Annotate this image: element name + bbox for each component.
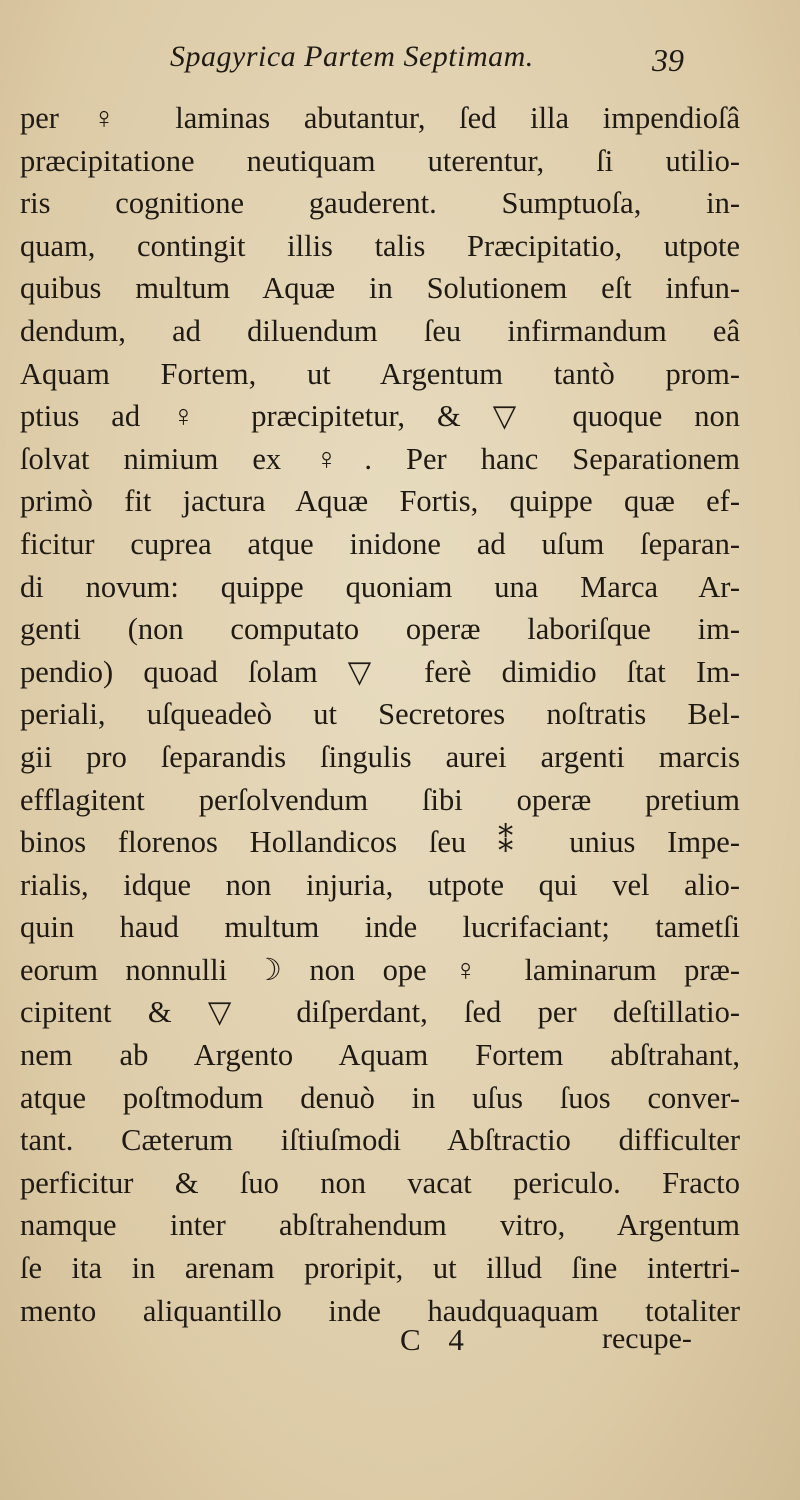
text-line: genti (non computato operæ laboriſque im- — [20, 612, 740, 647]
text-line: namque inter abſtrahendum vitro, Argentum — [20, 1208, 740, 1243]
text-line: efflagitent perſolvendum ſibi operæ pretium — [20, 782, 740, 817]
body-text — [20, 97, 740, 1332]
running-head: Spagyrica Partem Septimam. — [170, 40, 534, 73]
signature-mark: C 4 — [400, 1322, 474, 1357]
text-line: atque poſtmodum denuò in uſus ſuos conver- — [20, 1080, 740, 1115]
text-line: per ♀ laminas abutantur, ſed illa impendioſâ — [20, 101, 740, 135]
text-line: cipitent & ▽ diſperdant, ſed per deſtillatio- — [20, 995, 740, 1030]
text-line: primò fit jactura Aquæ Fortis, quippe quæ ef- — [20, 484, 740, 519]
text-line: ptius ad ♀ præcipitetur, & ▽ quoque non — [20, 399, 740, 434]
text-line: binos florenos Hollandicos ſeu ⁑ unius Impe- — [20, 825, 740, 860]
text-line: perficitur & ſuo non vacat periculo. Fracto — [20, 1165, 740, 1200]
text-line: præcipitatione neutiquam uterentur, ſi utilio- — [20, 143, 740, 178]
text-line: eorum nonnulli ☽ non ope ♀ laminarum præ- — [20, 952, 740, 987]
text-line: ficitur cuprea atque inidone ad uſum ſeparan- — [20, 526, 740, 561]
text-line: dendum, ad diluendum ſeu infirmandum eâ — [20, 313, 740, 348]
text-line: rialis, idque non injuria, utpote qui vel alio- — [20, 867, 740, 902]
text-line: nem ab Argento Aquam Fortem abſtrahant, — [20, 1038, 740, 1073]
text-line: tant. Cæterum iſtiuſmodi Abſtractio difficulter — [20, 1123, 740, 1158]
text-line: quibus multum Aquæ in Solutionem eſt infun- — [20, 271, 740, 306]
text-line: Aquam Fortem, ut Argentum tantò prom- — [20, 356, 740, 391]
text-line: ſolvat nimium ex ♀. Per hanc Separationem — [20, 441, 740, 476]
page-header — [0, 40, 800, 100]
text-line: periali, uſqueadeò ut Secretores noſtratis Bel- — [20, 697, 740, 732]
catchword: recupe- — [602, 1322, 692, 1355]
text-line: pendio) quoad ſolam ▽ ferè dimidio ſtat Im- — [20, 654, 740, 689]
text-line: quin haud multum inde lucrifaciant; tametſi — [20, 910, 740, 945]
text-line: gii pro ſeparandis ſingulis aurei argenti marcis — [20, 739, 740, 774]
page-number: 39 — [652, 42, 684, 78]
text-line: mento aliquantillo inde haudquaquam totaliter — [20, 1293, 740, 1328]
text-line: di novum: quippe quoniam una Marca Ar- — [20, 569, 740, 604]
text-line: quam, contingit illis talis Præcipitatio, utpote — [20, 228, 740, 263]
page-footer — [0, 1322, 800, 1372]
text-line: ſe ita in arenam proripit, ut illud ſine intertri- — [20, 1251, 740, 1286]
text-line: ris cognitione gauderent. Sumptuoſa, in- — [20, 186, 740, 221]
